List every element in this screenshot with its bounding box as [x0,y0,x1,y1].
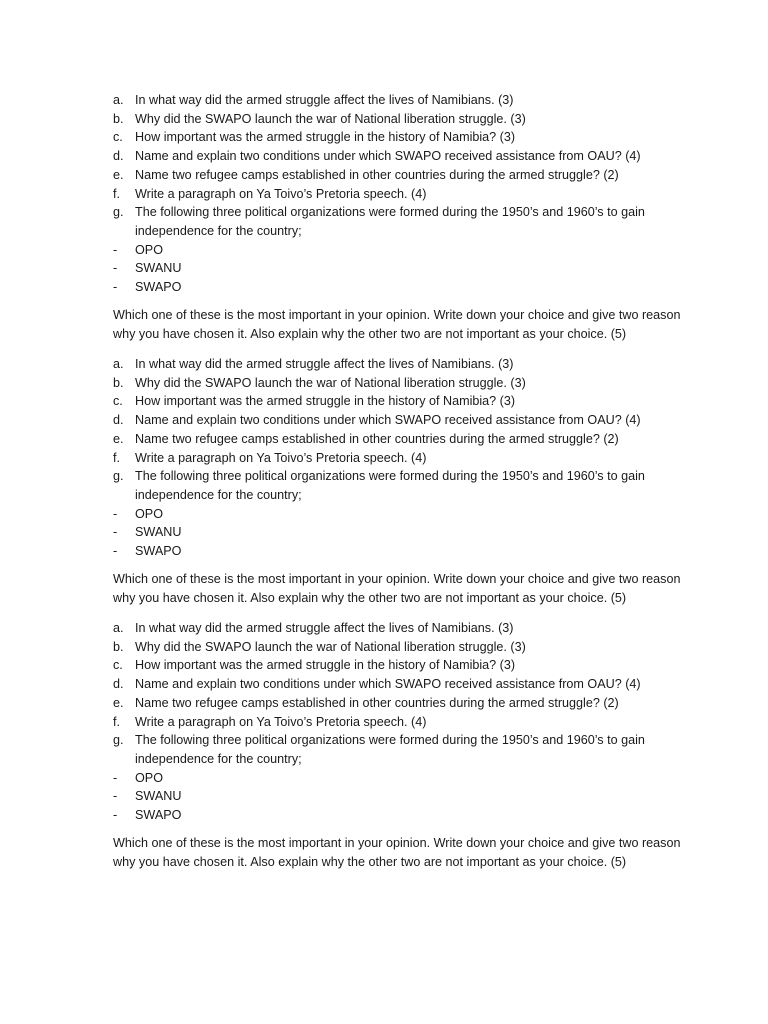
list-marker: f. [113,186,120,201]
list-marker: g. [113,205,124,220]
instruction-paragraph: Which one of these is the most important in your opinion. Write down your choice and give two reason why you have chosen it. Also explain why the other two are not important as your choice. (5) [113,307,681,341]
question-text: How important was the armed struggle in the history of Namibia? (3) [135,130,516,145]
option-item [113,806,703,825]
list-marker: d. [113,413,124,428]
question-list [113,91,703,297]
list-marker: b. [113,639,124,654]
list-marker: b. [113,375,124,390]
question-block [113,619,703,872]
option-text: OPO [135,770,163,785]
list-marker: f. [113,714,120,729]
list-marker: e. [113,695,124,710]
option-item [113,278,703,297]
option-text: OPO [135,506,163,521]
option-item [113,787,703,806]
list-marker: a. [113,357,124,371]
question-item [113,355,703,374]
question-text: How important was the armed struggle in the history of Namibia? (3) [135,394,516,409]
dash-marker: - [113,525,118,540]
option-text: SWAPO [135,808,182,823]
list-marker: e. [113,167,124,182]
question-block [113,91,703,344]
dash-marker: - [113,242,118,257]
question-text: Why did the SWAPO launch the war of National liberation struggle. (3) [135,375,526,390]
instruction-paragraph: Which one of these is the most important in your opinion. Write down your choice and give two reason why you have chosen it. Also explain why the other two are not important as your choice. (5) [113,571,681,605]
list-marker: g. [113,469,124,484]
list-marker: b. [113,111,124,126]
question-item [113,713,703,732]
question-text: Name two refugee camps established in other countries during the armed struggle? (2) [135,167,619,182]
option-text: SWAPO [135,280,182,295]
option-text: SWANU [135,261,182,276]
question-text: In what way did the armed struggle affect the lives of Namibians. (3) [135,93,514,107]
question-text: Write a paragraph on Ya Toivo’s Pretoria speech. (4) [135,450,427,465]
dash-marker: - [113,808,118,823]
question-item [113,694,703,713]
dash-marker: - [113,280,118,295]
question-item [113,128,703,147]
question-item [113,638,703,657]
list-marker: c. [113,658,123,673]
option-text: OPO [135,242,163,257]
question-item [113,91,703,110]
question-item [113,166,703,185]
question-item [113,467,703,504]
question-text: Name two refugee camps established in other countries during the armed struggle? (2) [135,431,619,446]
list-marker: c. [113,130,123,145]
question-item [113,619,703,638]
dash-marker: - [113,789,118,804]
instruction-paragraph: Which one of these is the most important in your opinion. Write down your choice and give two reason why you have chosen it. Also explain why the other two are not important as your choice. (5) [113,835,681,869]
question-list [113,355,703,561]
question-text: The following three political organizations were formed during the 1950’s and 1960’s to gain independence for the country; [135,733,645,766]
question-item [113,656,703,675]
question-text: In what way did the armed struggle affect the lives of Namibians. (3) [135,621,514,635]
question-text: The following three political organizations were formed during the 1950’s and 1960’s to gain independence for the country; [135,469,645,502]
question-item [113,449,703,468]
question-item [113,185,703,204]
option-item [113,523,703,542]
question-text: Why did the SWAPO launch the war of National liberation struggle. (3) [135,111,526,126]
question-item [113,731,703,768]
dash-marker: - [113,770,118,785]
list-marker: a. [113,621,124,635]
question-item [113,392,703,411]
dash-marker: - [113,544,118,559]
dash-marker: - [113,261,118,276]
question-block [113,355,703,608]
question-item [113,147,703,166]
question-item [113,430,703,449]
dash-marker: - [113,506,118,521]
question-item [113,675,703,694]
list-marker: d. [113,149,124,164]
question-text: The following three political organizations were formed during the 1950’s and 1960’s to gain independence for the country; [135,205,645,238]
question-item [113,110,703,129]
question-text: Why did the SWAPO launch the war of National liberation struggle. (3) [135,639,526,654]
option-item [113,769,703,788]
question-text: In what way did the armed struggle affect the lives of Namibians. (3) [135,357,514,371]
question-text: Name and explain two conditions under which SWAPO received assistance from OAU? (4) [135,677,641,692]
option-item [113,259,703,278]
list-marker: e. [113,431,124,446]
option-item [113,241,703,260]
option-text: SWANU [135,789,182,804]
list-marker: a. [113,93,124,107]
option-item [113,542,703,561]
question-item [113,374,703,393]
option-item [113,505,703,524]
question-text: Name and explain two conditions under which SWAPO received assistance from OAU? (4) [135,413,641,428]
question-list [113,619,703,825]
question-text: Name and explain two conditions under which SWAPO received assistance from OAU? (4) [135,149,641,164]
question-text: Write a paragraph on Ya Toivo’s Pretoria speech. (4) [135,186,427,201]
question-item [113,411,703,430]
question-text: How important was the armed struggle in the history of Namibia? (3) [135,658,516,673]
option-text: SWANU [135,525,182,540]
question-text: Write a paragraph on Ya Toivo’s Pretoria speech. (4) [135,714,427,729]
list-marker: d. [113,677,124,692]
option-text: SWAPO [135,544,182,559]
list-marker: c. [113,394,123,409]
list-marker: g. [113,733,124,748]
question-item [113,203,703,240]
list-marker: f. [113,450,120,465]
question-text: Name two refugee camps established in other countries during the armed struggle? (2) [135,695,619,710]
